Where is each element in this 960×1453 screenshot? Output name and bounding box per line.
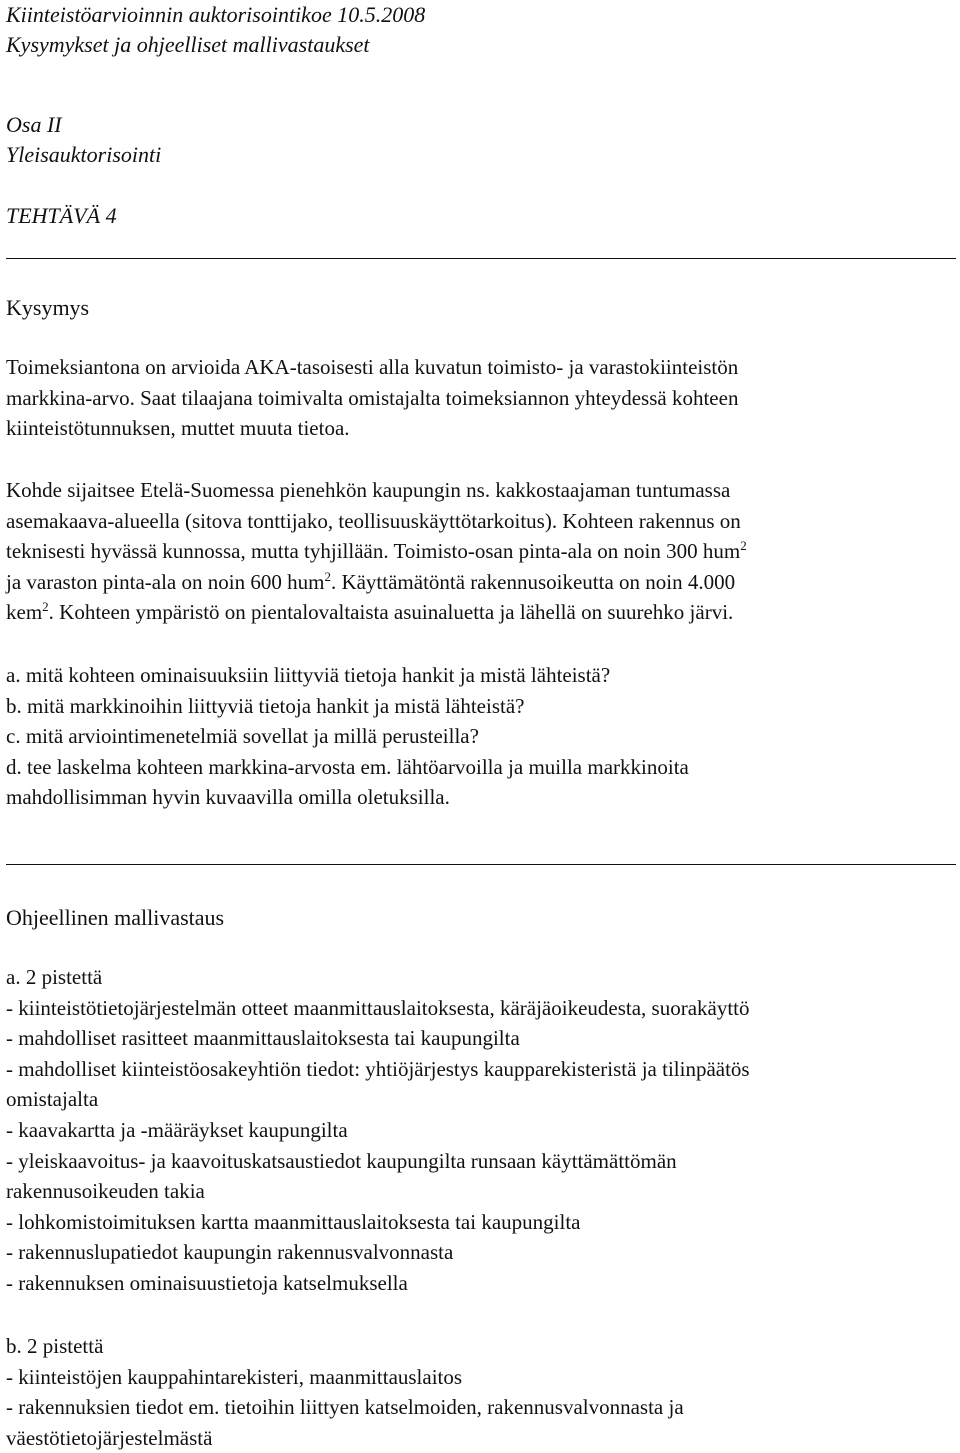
superscript: 2 (42, 599, 49, 615)
paragraph-line: markkina-arvo. Saat tilaajana toimivalta omistajalta toimeksiannon yhteydessä kohteen (6, 385, 739, 410)
paragraph-text: ja varaston pinta-ala on noin 600 hum (6, 569, 325, 594)
answer-b-list (6, 1362, 956, 1453)
answer-a-label: a. 2 pistettä (6, 965, 103, 989)
list-item: - mahdolliset kiinteistöosakeyhtiön tiedot: yhtiöjärjestys kaupparekisteristä ja tilinpäätös (6, 1056, 750, 1081)
list-item: - kiinteistöjen kauppahintarekisteri, maanmittauslaitos (6, 1364, 463, 1389)
paragraph-line (6, 597, 956, 628)
part-heading (6, 110, 161, 170)
list-item: - kaavakartta ja -määräykset kaupungilta (6, 1117, 348, 1142)
subtask-d-continued: mahdollisimman hyvin kuvaavilla omilla oletuksilla. (6, 785, 450, 810)
paragraph-text: kem (6, 600, 43, 625)
part-label: Osa II (6, 112, 62, 137)
answer-b-label: b. 2 pistettä (6, 1334, 104, 1358)
answer-b (6, 1331, 956, 1453)
superscript: 2 (740, 538, 747, 554)
paragraph-line: Kohde sijaitsee Etelä-Suomessa pienehkön kaupungin ns. kakkostaajaman tuntumassa (6, 478, 731, 502)
list-item: - kiinteistötietojärjestelmän otteet maanmittauslaitoksesta, käräjäoikeudesta, suorakäyttö (6, 995, 750, 1020)
paragraph-text: teknisesti hyvässä kunnossa, mutta tyhjillään. Toimisto-osan pinta-ala on noin 300 hum (6, 539, 741, 564)
subtask-d: d. tee laskelma kohteen markkina-arvosta em. lähtöarvoilla ja muilla markkinoita (6, 754, 689, 779)
list-item: - rakennuksen ominaisuustietoja katselmuksella (6, 1270, 408, 1295)
list-item: - mahdolliset rasitteet maanmittauslaitoksesta tai kaupungilta (6, 1026, 520, 1051)
part-name: Yleisauktorisointi (6, 142, 162, 167)
paragraph-line: Toimeksiantona on arvioida AKA-tasoisesti alla kuvatun toimisto- ja varastokiinteistön (6, 355, 739, 379)
paragraph-text: . Käyttämätöntä rakennusoikeutta on noin 4.000 (330, 569, 736, 594)
document-header (6, 0, 425, 60)
answer-heading: Ohjeellinen mallivastaus (6, 905, 225, 930)
question-paragraph-2 (6, 475, 956, 628)
subtask-c: c. mitä arviointimenetelmiä sovellat ja millä perusteilla? (6, 724, 479, 749)
paragraph-line: kiinteistötunnuksen, muttet muuta tietoa. (6, 416, 350, 441)
subtask-b: b. mitä markkinoihin liittyviä tietoja hankit ja mistä lähteistä? (6, 693, 525, 718)
paragraph-line (6, 536, 956, 567)
paragraph-text: . Kohteen ympäristö on pientalovaltaista asuinaluetta ja lähellä on suurehko järvi. (48, 600, 734, 625)
question-paragraph-1 (6, 352, 956, 444)
question-heading: Kysymys (6, 295, 90, 320)
list-item: - lohkomistoimituksen kartta maanmittauslaitoksesta tai kaupungilta (6, 1209, 581, 1234)
superscript: 2 (324, 568, 331, 584)
list-item: väestötietojärjestelmästä (6, 1425, 213, 1450)
divider-top (6, 258, 956, 259)
subtask-a: a. mitä kohteen ominaisuuksiin liittyviä tietoja hankit ja mistä lähteistä? (6, 663, 611, 687)
paragraph-line: asemakaava-alueella (sitova tonttijako, teollisuuskäyttötarkoitus). Kohteen rakennus on (6, 508, 741, 533)
document-subtitle: Kysymykset ja ohjeelliset mallivastaukset (6, 32, 370, 57)
list-item: - rakennuksien tiedot em. tietoihin liittyen katselmoiden, rakennusvalvonnasta ja (6, 1395, 684, 1420)
list-item: - rakennuslupatiedot kaupungin rakennusvalvonnasta (6, 1240, 454, 1265)
list-item: rakennusoikeuden takia (6, 1179, 205, 1204)
task-title: TEHTÄVÄ 4 (6, 203, 117, 228)
question-subtasks (6, 660, 956, 813)
divider-bottom (6, 864, 956, 865)
paragraph-line (6, 567, 956, 598)
list-item: omistajalta (6, 1087, 99, 1112)
answer-a-list (6, 993, 956, 1299)
document-title: Kiinteistöarvioinnin auktorisointikoe 10.5.2008 (6, 2, 426, 27)
list-item: - yleiskaavoitus- ja kaavoituskatsaustiedot kaupungilta runsaan käyttämättömän (6, 1148, 677, 1173)
answer-a (6, 962, 956, 1299)
